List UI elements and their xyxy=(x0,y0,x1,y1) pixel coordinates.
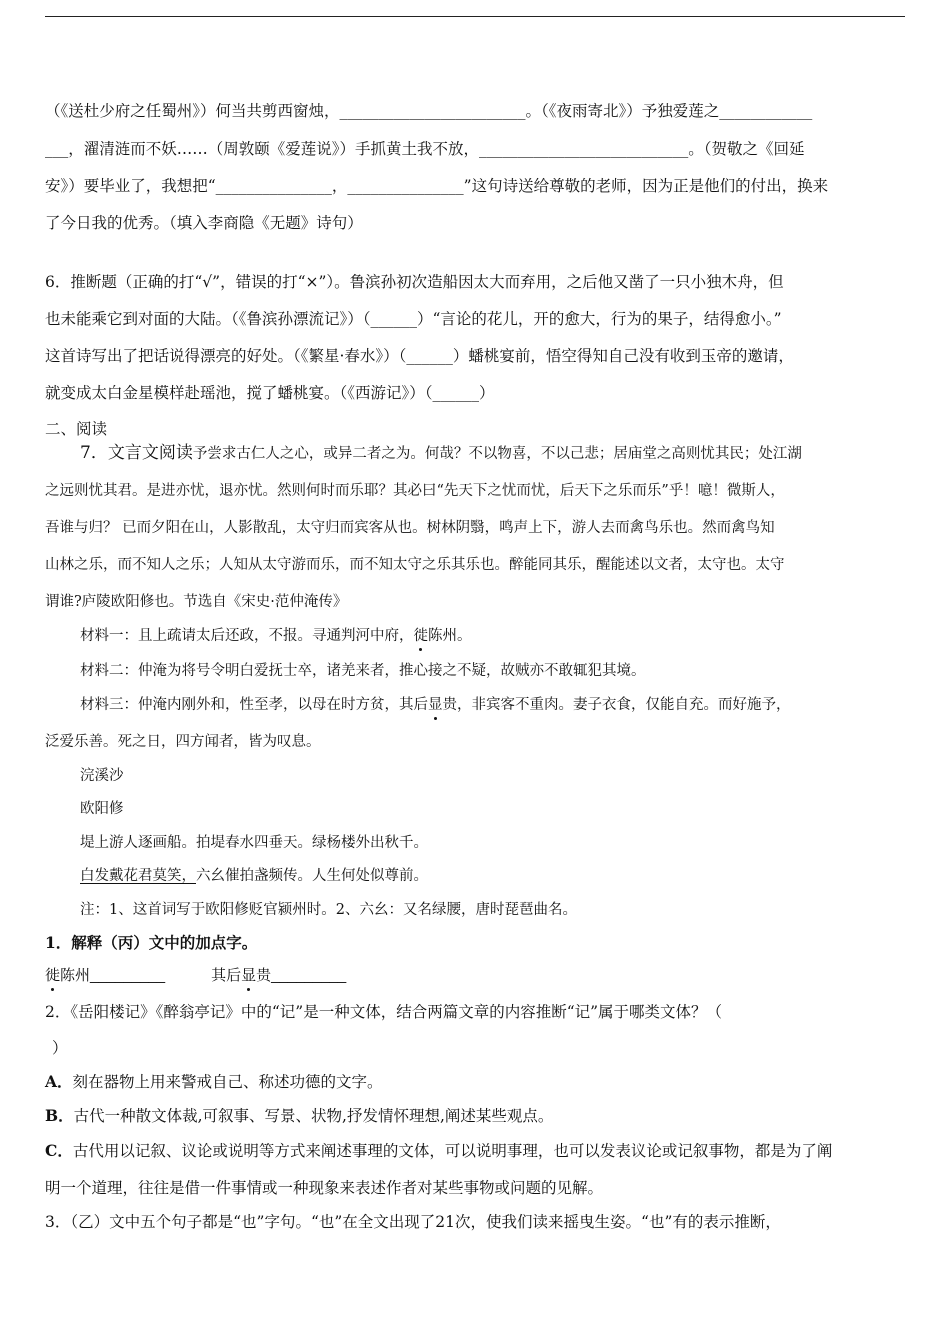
option-a[interactable] xyxy=(45,1072,383,1092)
poem-line-2 xyxy=(80,866,428,886)
option-c[interactable] xyxy=(45,1141,832,1161)
dotted-char: 显 xyxy=(428,697,443,713)
dotted-char: 显 xyxy=(241,967,257,984)
material-2: 材料二：仲淹为将号令明白爱抚士卒，诸羌来者，推心接之不疑，故贼亦不敢辄犯其境。 xyxy=(80,663,646,679)
q6-line-1: 6．推断题（正确的打“√”，错误的打“×”）。鲁滨孙初次造船因太大而弃用，之后他又凿了一只小独木舟，但 xyxy=(45,273,784,291)
dotted-char: 徙 xyxy=(413,628,428,644)
option-b-label: B． xyxy=(45,1106,74,1125)
q5-line-2: ___，濯清涟而不妖……（周敦颐《爱莲说》）手抓黄土我不放，___________________________。（贺敬之《回延 xyxy=(45,140,805,158)
option-a-label: A． xyxy=(45,1072,73,1091)
option-c-text: 古代用以记叙、议论或说明等方式来阐述事理的文体，可以说明事理，也可以发表议论或记叙事物，都是为了阐 xyxy=(72,1142,833,1160)
material-3-text-b: 贵，非宾客不重肉。妻子衣食，仅能自充。而好施予， xyxy=(442,697,791,713)
sub1-label: 1．解释（丙）文中的加点字。 xyxy=(45,933,258,952)
q7-line-4: 山林之乐，而不知人之乐；人知从太守游而乐，而不知太守之乐其乐也。醉能同其乐，醒能述以文者，太守也。太守 xyxy=(45,557,785,573)
material-1-text-b: 陈州。 xyxy=(428,628,472,644)
q5-line-4: 了今日我的优秀。（填入李商隐《无题》诗句） xyxy=(45,214,363,232)
q5-line-1: （《送杜少府之任蜀州》）何当共剪西窗烛，________________________。（《夜雨寄北》）予独爱莲之____________ xyxy=(45,102,813,120)
option-c-label: C． xyxy=(45,1141,73,1160)
q7-line-5: 谓谁?庐陵欧阳修也。节选自《宋史·范仲淹传》 xyxy=(45,594,348,610)
option-b[interactable] xyxy=(45,1106,553,1126)
sub1-item2-text: 其后 xyxy=(211,967,242,984)
poem-note: 注：1、这首词写于欧阳修贬官颍州时。2、六幺：又名绿腰，唐时琵琶曲名。 xyxy=(80,902,577,918)
q7-line-3: 吾谁与归？ 已而夕阳在山，人影散乱，太守归而宾客从也。树林阴翳，鸣声上下，游人去而禽鸟乐也。然而禽鸟知 xyxy=(45,520,775,536)
sub3-line-1: 3．（乙）文中五个句子都是“也”字句。“也”在全文出现了21次，使我们读来摇曳生姿。“也”有的表示推断， xyxy=(45,1213,781,1231)
sub2-line-2: ） xyxy=(52,1039,68,1057)
section-title: 二、阅读 xyxy=(45,420,108,438)
q6-line-4: 就变成太白金星模样赴瑶池，搅了蟠桃宴。（《西游记》）（______） xyxy=(45,384,495,402)
blank-2[interactable]: 贵_________ xyxy=(256,967,347,984)
material-3-text-a: 材料三：仲淹内刚外和，性至孝，以母在时方贫，其后 xyxy=(80,697,428,713)
blank-1[interactable]: 陈州_________ xyxy=(60,967,166,984)
material-1-text-a: 材料一：且上疏请太后还政，不报。寻通判河中府， xyxy=(80,628,414,644)
header-rule xyxy=(45,16,905,17)
material-3 xyxy=(80,695,791,715)
q7-line-2: 之远则忧其君。是进亦忧，退亦忧。然则何时而乐耶？其必曰“先天下之忧而忧，后天下之乐而乐”乎！噫！微斯人， xyxy=(45,483,785,499)
sub1-blanks xyxy=(45,966,346,986)
material-1 xyxy=(80,626,472,646)
q6-line-3: 这首诗写出了把话说得漂亮的好处。（《繁星·春水》）（______）蟠桃宴前，悟空得知自己没有收到玉帝的邀请， xyxy=(45,347,794,365)
option-a-text: 刻在器物上用来警戒自己、称述功德的文字。 xyxy=(72,1073,383,1091)
material-3-line-2: 泛爱乐善。死之日，四方闻者，皆为叹息。 xyxy=(45,734,321,750)
poem-line-2-rest: 六幺催拍盏频传。人生何处似尊前。 xyxy=(196,868,428,884)
sub2-line-1: 2．《岳阳楼记》《醉翁亭记》中的“记”是一种文体，结合两篇文章的内容推断“记”属于哪类文体？（ xyxy=(45,1003,723,1021)
option-c-line-2: 明一个道理，往往是借一件事情或一种现象来表述作者对某些事物或问题的见解。 xyxy=(45,1179,604,1197)
q7-line-1-text: 予尝求古仁人之心，或异二者之为。何哉？不以物喜，不以己悲；居庙堂之高则忧其民；处江湖 xyxy=(192,446,802,462)
dotted-char: 徙 xyxy=(45,967,61,984)
poem-author: 欧阳修 xyxy=(80,801,124,817)
option-b-text: 古代一种散文体裁,可叙事、写景、状物,抒发情怀理想,阐述某些观点。 xyxy=(73,1107,554,1125)
underlined-phrase: 白发戴花君莫笑， xyxy=(80,868,196,884)
q6-line-2: 也未能乘它到对面的大陆。（《鲁滨孙漂流记》）（______）“言论的花儿，开的愈大，行为的果子，结得愈小。” xyxy=(45,310,782,328)
q7-line-1 xyxy=(80,443,802,464)
poem-line-1: 堤上游人逐画船。拍堤春水四垂天。绿杨楼外出秋千。 xyxy=(80,835,428,851)
q5-line-3: 安》）要毕业了，我想把“_______________，_______________”这句诗送给尊敬的老师，因为正是他们的付出，换来 xyxy=(45,177,829,195)
q7-heading: 7．文言文阅读 xyxy=(80,443,193,463)
poem-title: 浣溪沙 xyxy=(80,768,124,784)
